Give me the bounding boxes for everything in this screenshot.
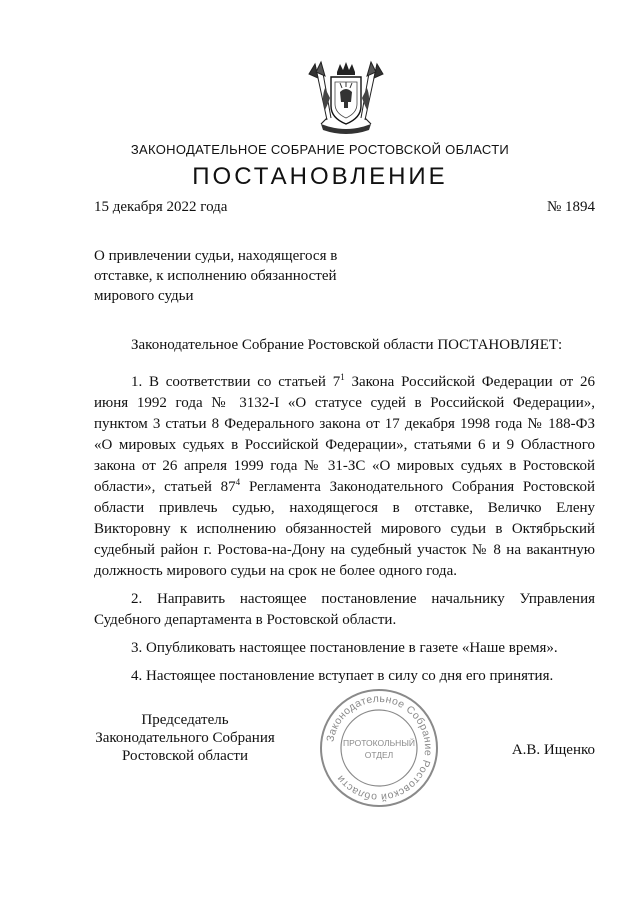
signer-position-line: Ростовской области — [122, 748, 248, 764]
signer-position-line: Законодательного Собрания — [95, 730, 275, 746]
paragraph-1-part-c: Регламента Законодательного Собрания Ростовской области привлечь судью, находящегося в отставке, Величко Елену Викторовну к исполнению обязанностей мирового судьи в Октябрьский судебный район г. Ростова-на-Дону на судебный участок № 8 на вакантную должность мирового судьи на срок не более одного года. — [94, 479, 595, 579]
organization-name: ЗАКОНОДАТЕЛЬНОЕ СОБРАНИЕ РОСТОВСКОЙ ОБЛАСТИ — [130, 142, 510, 157]
paragraph-4: 4. Настоящее постановление вступает в силу со дня его принятия. — [131, 668, 554, 684]
official-stamp — [316, 686, 442, 810]
paragraph-2: 2. Направить настоящее постановление начальнику Управления Судебного департамента в Ростовской области. — [94, 591, 595, 628]
paragraph-1 — [94, 372, 595, 582]
paragraph-1-part-b: Закона Российской Федерации от 26 июня 1992 года № 3132-I «О статусе судей в Российской Федерации», пунктом 3 статьи 8 Федерального закона от 17 декабря 1998 года № 188-ФЗ «О мировых судьях в Российской Федерации», статьями 6 и 9 Областного закона от 26 апреля 1999 года № 31-ЗС «О мировых судьях в Ростовской области», статьей 87 — [94, 374, 595, 495]
paragraph-1-part-a: 1. В соответствии со статьей 7 — [131, 374, 341, 390]
stamp-center-line: ПРОТОКОЛЬНЫЙ — [343, 738, 415, 748]
document-body — [94, 372, 595, 694]
document-date: 15 декабря 2022 года — [94, 199, 228, 215]
decree-intro: Законодательное Собрание Ростовской области ПОСТАНОВЛЯЕТ: — [131, 337, 563, 353]
stamp-ring-text: Законодательное Собрание Ростовской области — [324, 692, 435, 804]
signer-position — [90, 711, 280, 765]
coat-of-arms-icon — [307, 58, 385, 138]
signer-name: А.В. Ищенко — [511, 742, 595, 758]
stamp-center-line: ОТДЕЛ — [364, 750, 394, 760]
footnote-superscript: 4 — [235, 477, 241, 487]
signer-position-line: Председатель — [141, 712, 229, 728]
document-type-title: ПОСТАНОВЛЕНИЕ — [192, 163, 448, 190]
document-number: № 1894 — [546, 199, 595, 215]
paragraph-3: 3. Опубликовать настоящее постановление в газете «Наше время». — [131, 640, 558, 656]
document-subject: О привлечении судьи, находящегося в отставке, к исполнению обязанностей мирового судьи — [94, 248, 338, 304]
footnote-superscript: 1 — [340, 372, 345, 382]
